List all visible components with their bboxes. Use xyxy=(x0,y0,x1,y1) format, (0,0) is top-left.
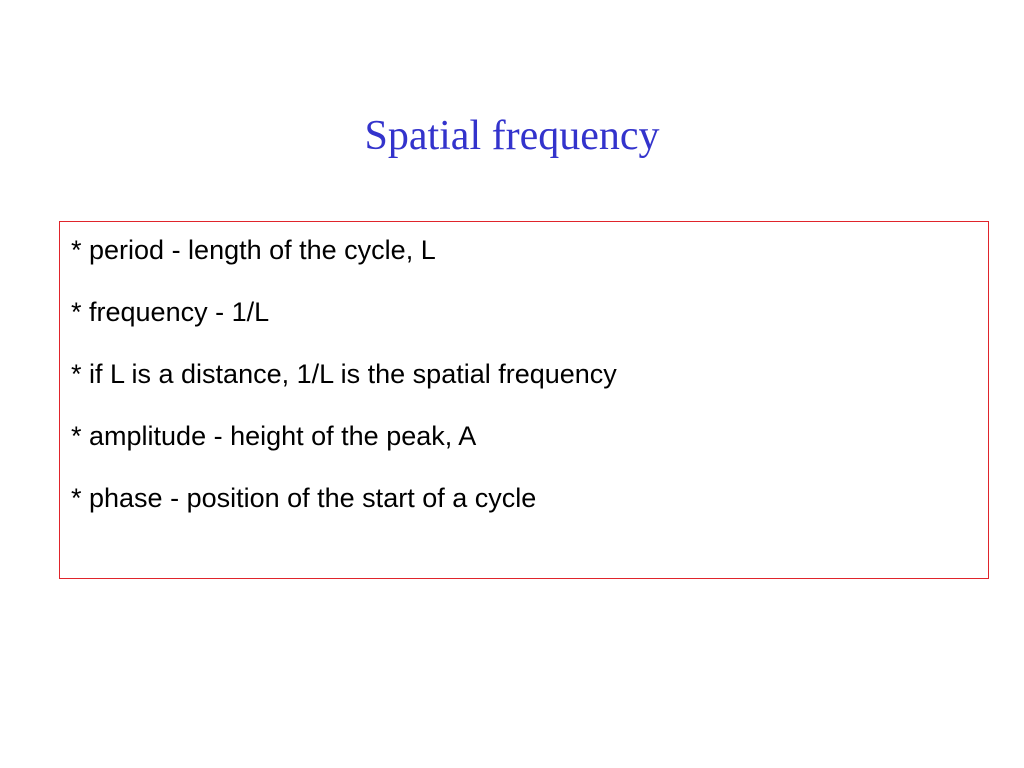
bullet-list xyxy=(71,232,617,542)
bullet-item-spatial-frequency: * if L is a distance, 1/L is the spatial frequency xyxy=(71,359,617,389)
bullet-item-phase: * phase - position of the start of a cycle xyxy=(71,483,537,513)
bullet-item-period: * period - length of the cycle, L xyxy=(71,235,436,265)
bullet-item-amplitude: * amplitude - height of the peak, A xyxy=(71,421,477,451)
content-box xyxy=(59,221,989,579)
slide-title: Spatial frequency xyxy=(364,113,660,159)
bullet-item-frequency: * frequency - 1/L xyxy=(71,297,270,327)
